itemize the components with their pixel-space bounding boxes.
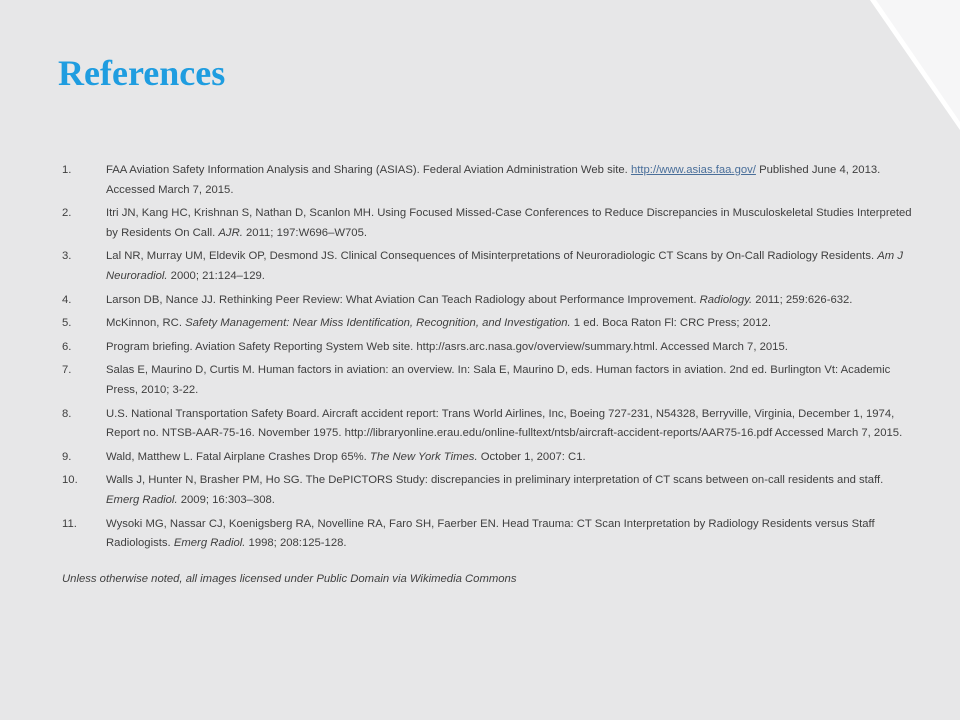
reference-item	[62, 204, 912, 243]
reference-item	[62, 161, 912, 200]
reference-item	[62, 405, 912, 444]
reference-text-tail: 2009; 16:303–308.	[177, 493, 275, 506]
reference-item	[62, 314, 912, 334]
reference-number: 2.	[62, 207, 72, 220]
reference-text-tail: 1998; 208:125-128.	[245, 537, 347, 550]
slide-title: References	[58, 53, 226, 93]
reference-text-tail: 1 ed. Boca Raton Fl: CRC Press; 2012.	[570, 317, 771, 330]
reference-journal: Safety Management: Near Miss Identification, Recognition, and Investigation.	[185, 317, 571, 330]
reference-number: 10.	[62, 474, 78, 487]
reference-number: 5.	[62, 317, 72, 330]
reference-number: 9.	[62, 450, 72, 463]
reference-text-tail: Published June 4, 2013. Accessed March 7, 2015.	[106, 164, 881, 196]
reference-text: Itri JN, Kang HC, Krishnan S, Nathan D, Scanlon MH. Using Focused Missed-Case Conferences to Reduce Discrepancies in Musculoskeletal Studies Interpreted by Residents On Call.	[106, 207, 912, 239]
reference-item	[62, 515, 912, 554]
reference-text: Program briefing. Aviation Safety Reporting System Web site. http://asrs.arc.nasa.gov/overview/summary.html. Accessed March 7, 2015.	[106, 340, 788, 353]
reference-item	[62, 361, 912, 400]
reference-text: U.S. National Transportation Safety Board. Aircraft accident report: Trans World Airlines, Inc, Boeing 727-231, N54328, Berryville, Virginia, December 1, 1974, Report no. NTSB-AAR-75-16. November 1975. http://libraryonline.erau.edu/online-fulltext/ntsb/aircraft-accident-reports/AAR75-16.pdf Accessed March 7, 2015.	[106, 407, 903, 440]
reference-text: Larson DB, Nance JJ. Rethinking Peer Review: What Aviation Can Teach Radiology about Performance Improvement.	[106, 293, 700, 306]
reference-text: Wald, Matthew L. Fatal Airplane Crashes Drop 65%.	[106, 450, 370, 463]
reference-number: 11.	[62, 517, 77, 530]
reference-number: 1.	[62, 164, 72, 176]
reference-journal: Emerg Radiol.	[173, 537, 246, 550]
reference-journal: The New York Times.	[369, 450, 478, 463]
reference-text-tail: 2011; 197:W696–W705.	[242, 226, 368, 239]
reference-text: Wysoki MG, Nassar CJ, Koenigsberg RA, Novelline RA, Faro SH, Faerber EN. Head Trauma: CT Scan Interpretation by Radiology Residents versus Staff Radiologists.	[106, 517, 875, 550]
reference-text-tail: 2000; 21:124–129.	[167, 269, 265, 282]
reference-text: McKinnon, RC.	[106, 317, 186, 330]
reference-text-tail: 2011; 259:626-632.	[752, 293, 853, 306]
reference-journal: Am J Neuroradiol.	[106, 250, 903, 282]
reference-item	[62, 247, 912, 286]
reference-text: Salas E, Maurino D, Curtis M. Human factors in aviation: an overview. In: Sala E, Maurino D, eds. Human factors in aviation. 2nd ed. Burlington Vt: Academic Press, 2010; 3-22.	[106, 364, 891, 396]
footer-note: Unless otherwise noted, all images licensed under Public Domain via Wikimedia Commons	[62, 573, 517, 585]
reference-text: Walls J, Hunter N, Brasher PM, Ho SG. The DePICTORS Study: discrepancies in preliminary interpretation of CT scans between on-call residents and staff.	[106, 474, 884, 487]
reference-text-tail: October 1, 2007: C1.	[477, 450, 586, 463]
reference-journal: AJR.	[218, 226, 243, 239]
reference-number: 4.	[62, 293, 72, 306]
reference-list	[62, 161, 912, 558]
reference-item	[62, 471, 912, 510]
corner-fold-decoration	[870, 0, 960, 130]
reference-journal: Emerg Radiol.	[106, 493, 178, 506]
reference-number: 6.	[62, 340, 72, 353]
reference-text: FAA Aviation Safety Information Analysis and Sharing (ASIAS). Federal Aviation Administration Web site.	[106, 164, 631, 176]
reference-item	[62, 291, 912, 311]
reference-number: 3.	[62, 250, 72, 263]
reference-link[interactable]: http://www.asias.faa.gov/	[630, 164, 756, 176]
reference-text: Lal NR, Murray UM, Eldevik OP, Desmond JS. Clinical Consequences of Misinterpretations of Neuroradiologic CT Scans by On-Call Radiology Residents.	[106, 250, 878, 263]
reference-journal: Radiology.	[699, 293, 753, 306]
reference-number: 8.	[62, 407, 72, 420]
reference-item	[62, 448, 912, 468]
reference-number: 7.	[62, 364, 72, 377]
reference-item	[62, 338, 912, 358]
